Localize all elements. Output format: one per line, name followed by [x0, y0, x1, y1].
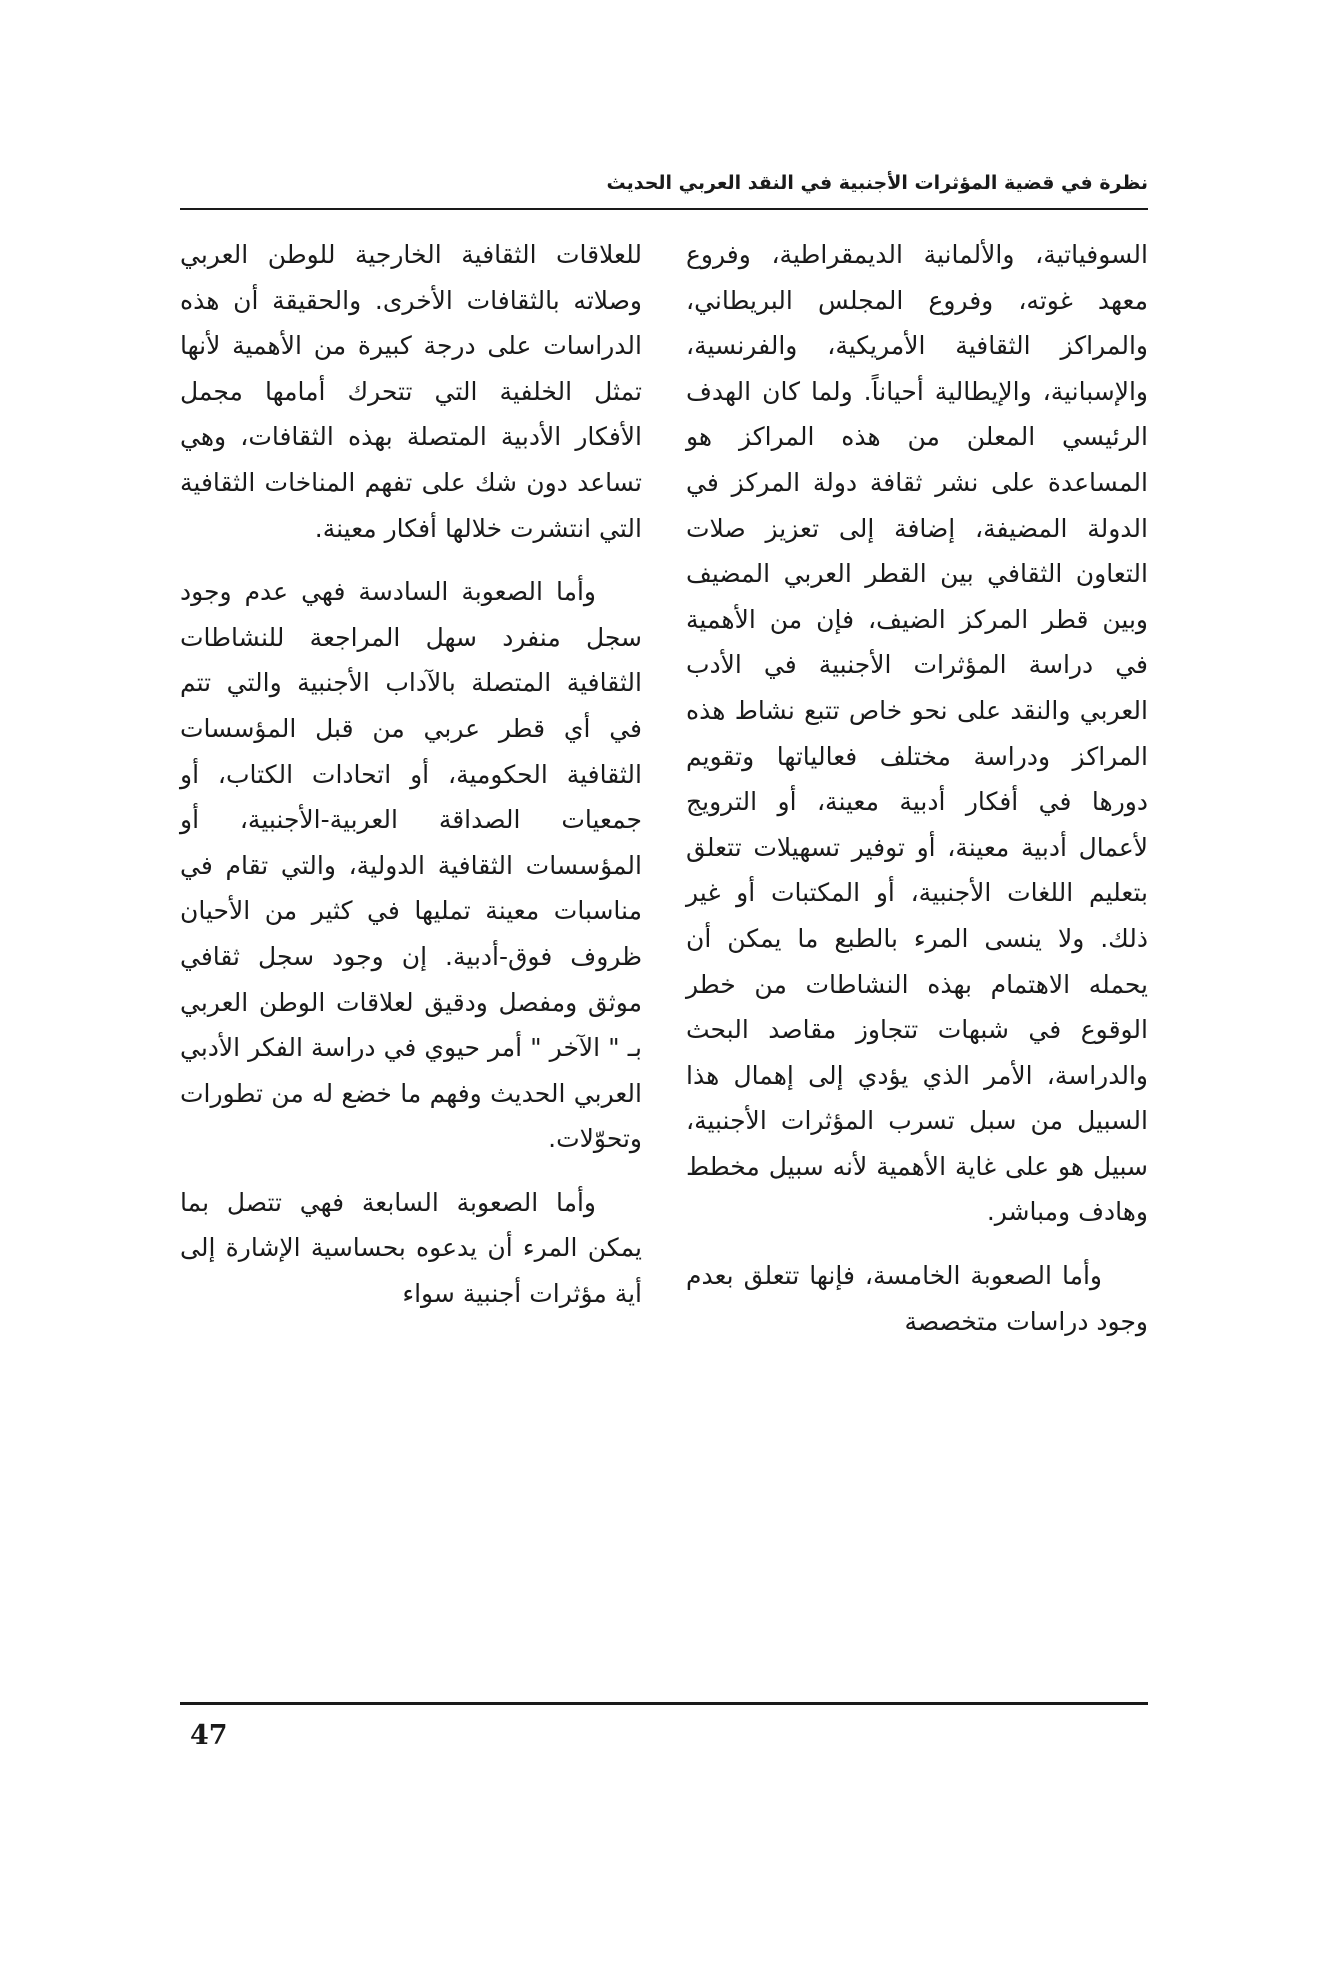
- footer-divider: [180, 1702, 1148, 1705]
- paragraph: للعلاقات الثقافية الخارجية للوطن العربي وصلاته بالثقافات الأخرى. والحقيقة أن هذه الدراسات على درجة كبيرة من الأهمية لأنها تمثل الخلفية التي تتحرك أمامها مجمل الأفكار الأدبية المتصلة بهذه الثقافات، وهي تساعد دون شك على تفهم المناخات الثقافية التي انتشرت خلالها أفكار معينة.: [180, 240, 642, 543]
- paragraph: وأما الصعوبة الخامسة، فإنها تتعلق بعدم وجود دراسات متخصصة: [686, 1261, 1148, 1336]
- running-header: نظرة في قضية المؤثرات الأجنبية في النقد العربي الحديث: [606, 172, 1148, 194]
- paragraph: وأما الصعوبة السادسة فهي عدم وجود سجل منفرد سهل المراجعة للنشاطات الثقافية المتصلة بالآداب الأجنبية والتي تتم في أي قطر عربي من قبل المؤسسات الثقافية الحكومية، أو اتحادات الكتاب، أو جمعيات الصداقة العربية-الأجنبية، أو المؤسسات الثقافية الدولية، والتي تقام في مناسبات معينة تمليها في كثير من الأحيان ظروف فوق-أدبية. إن وجود سجل ثقافي موثق ومفصل ودقيق لعلاقات الوطن العربي بـ " الآخر " أمر حيوي في دراسة الفكر الأدبي العربي الحديث وفهم ما خضع له من تطورات وتحوّلات.: [180, 577, 642, 1154]
- text-column-right: [686, 232, 1148, 1362]
- paragraph: وأما الصعوبة السابعة فهي تتصل بما يمكن المرء أن يدعوه بحساسية الإشارة إلى أية مؤثرات أجنبية سواء: [180, 1187, 642, 1309]
- header-divider: [180, 208, 1148, 210]
- paragraph: السوفياتية، والألمانية الديمقراطية، وفروع معهد غوته، وفروع المجلس البريطاني، والمراكز الثقافية الأمريكية، والفرنسية، والإسبانية، والإيطالية أحياناً. ولما كان الهدف الرئيسي المعلن من هذه المراكز هو المساعدة على نشر ثقافة دولة المركز في الدولة المضيفة، إضافة إلى تعزيز صلات التعاون الثقافي بين القطر العربي المضيف وبين قطر المركز الضيف، فإن من الأهمية في دراسة المؤثرات الأجنبية في الأدب العربي والنقد على نحو خاص تتبع نشاط هذه المراكز ودراسة مختلف فعالياتها وتقويم دورها في أفكار أدبية معينة، أو الترويج لأعمال أدبية معينة، أو توفير تسهيلات تتعلق بتعليم اللغات الأجنبية، أو المكتبات أو غير ذلك. ولا ينسى المرء بالطبع ما يمكن أن يحمله الاهتمام بهذه النشاطات من خطر الوقوع في شبهات تتجاوز مقاصد البحث والدراسة، الأمر الذي يؤدي إلى إهمال هذا السبيل من سبل تسرب المؤثرات الأجنبية، سبيل هو على غاية الأهمية لأنه سبيل مخطط وهادف ومباشر.: [686, 240, 1148, 1227]
- page-number: 47: [190, 1720, 228, 1751]
- text-column-left: [180, 232, 642, 1335]
